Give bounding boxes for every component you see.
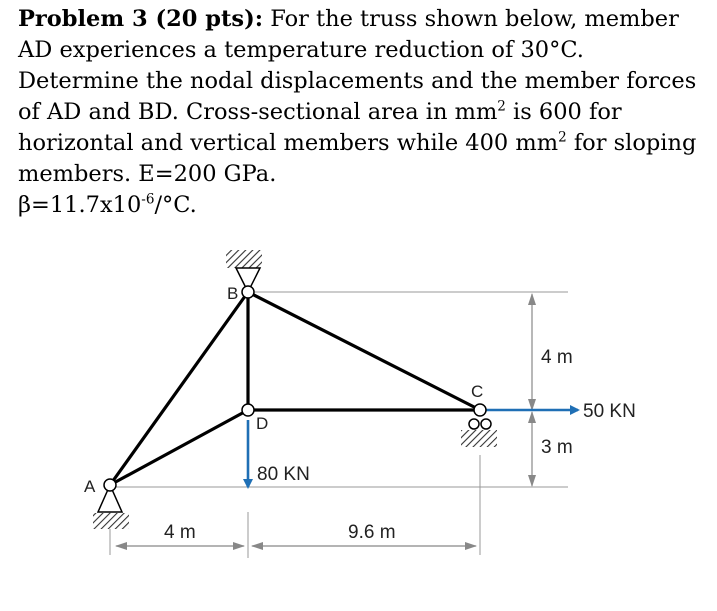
roller-right [481, 419, 491, 429]
dimension-label-lower: 3 m [541, 437, 573, 458]
joint-d [242, 404, 254, 416]
joint-c [474, 404, 486, 416]
joint-b [242, 286, 254, 298]
problem-text-3: for sloping members. E=200 GPa. [18, 130, 697, 187]
member-ab [110, 292, 248, 485]
problem-text-1: For the truss shown below, member AD experiences a temperature reduction of 30°C. Determine the nodal displacements and the member forces of AD and BD. Cross-sectional area in mm [18, 6, 697, 125]
load-label-c: 50 KN [583, 401, 636, 422]
superscript-area-1: 2 [497, 98, 506, 115]
support-b-ground [226, 250, 262, 268]
truss-members [110, 292, 480, 485]
problem-heading: Problem 3 (20 pts): [18, 6, 264, 32]
support-c [461, 419, 497, 447]
load-label-d: 80 KN [257, 464, 310, 485]
dimension-label-upper: 4 m [541, 347, 573, 368]
problem-text-4: β=11.7x10 [18, 192, 142, 218]
dimension-label-ab: 4 m [164, 522, 196, 543]
node-label-a: A [84, 477, 96, 496]
dimension-label-dc: 9.6 m [348, 522, 396, 543]
node-label-d: D [256, 414, 269, 433]
problem-text-5: /°C. [154, 192, 197, 218]
joint-a [104, 479, 116, 491]
node-label-b: B [227, 284, 239, 303]
superscript-exponent: -6 [141, 191, 155, 208]
member-ad [110, 410, 248, 485]
member-bc [248, 292, 480, 410]
extension-lines [110, 292, 568, 558]
support-c-ground [461, 430, 497, 447]
node-label-c: C [471, 382, 484, 401]
roller-left [469, 419, 479, 429]
superscript-area-2: 2 [558, 129, 567, 146]
support-a-ground [93, 513, 129, 529]
problem-text-2: is 600 for horizontal and vertical members while 400 mm [18, 99, 622, 156]
